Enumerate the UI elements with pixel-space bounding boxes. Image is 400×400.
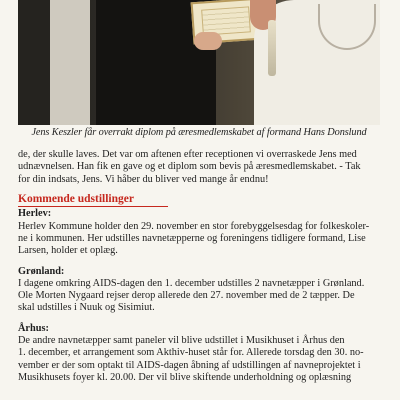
text-line: Larsen, holder et oplæg.	[18, 245, 118, 257]
text-line: vember er der som optakt til AIDS-dagen åbning af udstillingen af navneprojektet i	[18, 359, 361, 371]
text-line: I dagene omkring AIDS-dagen den 1. december udstilles 2 navnetæpper i Grønland.	[18, 277, 365, 289]
text-line: Herlev Kommune holder den 29. november en stor forebyggelsesdag for folkeskoler-	[18, 220, 370, 232]
herlev-paragraph	[18, 221, 382, 258]
gronland-paragraph	[18, 278, 382, 315]
text-line: udnævnelsen. Han fik en gave og et diplom som bevis på æresmedlemskabet. - Tak	[18, 161, 361, 173]
ceremony-photo	[18, 0, 380, 125]
arhus-paragraph	[18, 335, 382, 384]
intro-paragraph	[18, 149, 382, 186]
champagne-glass	[268, 20, 276, 76]
article-body	[18, 149, 382, 384]
arhus-heading: Århus:	[18, 322, 49, 334]
text-line: Musikhusets foyer kl. 20.00. Der vil blive skiftende underholdning og oplæsning	[18, 371, 352, 383]
photo-caption: Jens Keszler får overrakt diplom på æresmedlemskabet af formand Hans Donslund	[31, 127, 367, 138]
paragraph-gap	[18, 258, 382, 266]
gronland-heading: Grønland:	[18, 265, 65, 277]
photo-hand	[194, 32, 222, 50]
paragraph-gap	[18, 315, 382, 323]
text-line: skal udstilles i Nuuk og Sisimiut.	[18, 302, 155, 314]
section-divider	[18, 206, 168, 208]
text-line: de, der skulle laves. Det var om aftenen efter receptionen vi overraskede Jens med	[18, 149, 357, 160]
section-heading: Kommende udstillinger	[18, 192, 134, 205]
text-line: Ole Morten Nygaard rejser derop allerede den 27. november med de 2 tæpper. De	[18, 290, 355, 302]
herlev-heading: Herlev:	[18, 208, 52, 220]
text-line: for din indsats, Jens. Vi håber du bliver ved mange år endnu!	[18, 173, 269, 185]
photo-left-shirt	[50, 0, 90, 125]
text-line: De andre navnetæpper samt paneler vil blive udstillet i Musikhuset i Århus den	[18, 335, 345, 347]
text-line: 1. december, et arrangement som Akthiv-huset står for. Allerede torsdag den 30. no-	[18, 347, 364, 359]
text-line: ne i kommunen. Her udstilles navnetæpperne og foreningens tidligere formand, Lise	[18, 232, 366, 244]
